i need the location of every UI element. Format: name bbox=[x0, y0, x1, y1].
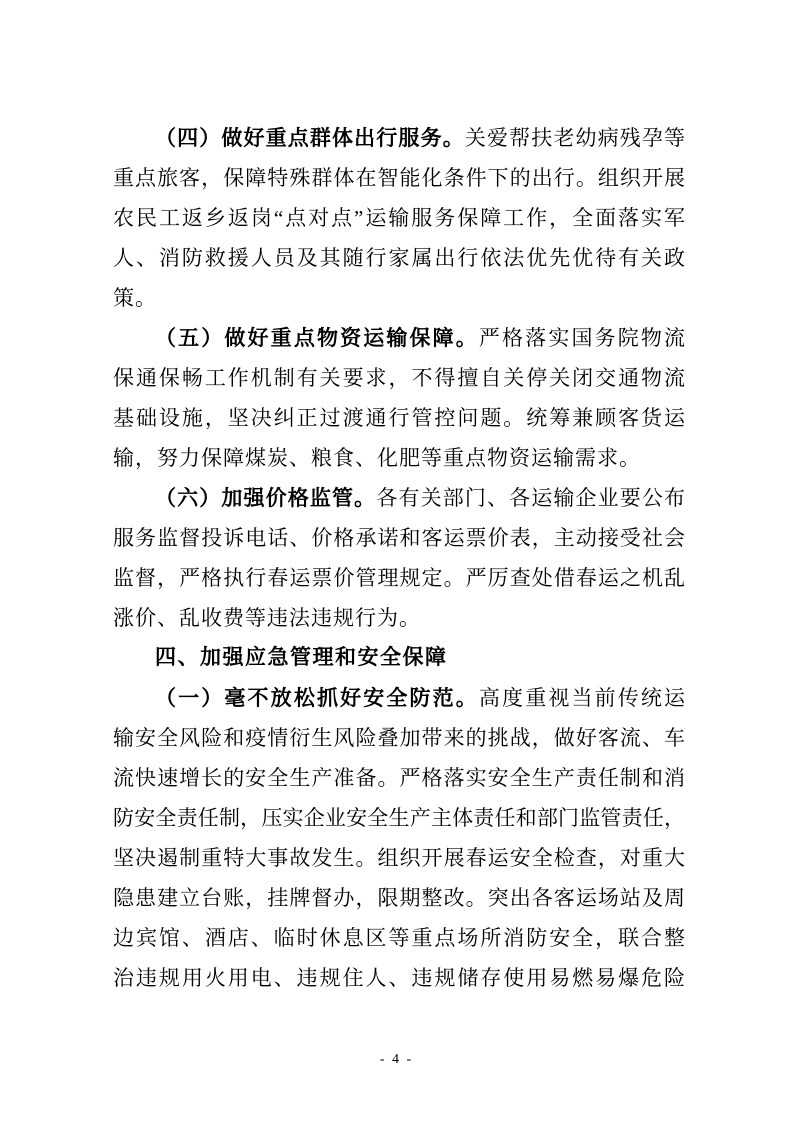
text-line bbox=[113, 518, 685, 558]
text-line bbox=[113, 918, 685, 958]
text-line bbox=[113, 878, 685, 918]
line-text: 基础设施，坚决纠正过渡通行管控问题。统筹兼顾客货运 bbox=[113, 406, 685, 430]
line-text: 监督，严格执行春运票价管理规定。严厉查处借春运之机乱 bbox=[113, 566, 685, 590]
line-text: 治违规用火用电、违规住人、违规储存使用易燃易爆危险 bbox=[113, 966, 685, 990]
paragraph-lead: （六）加强价格监管。 bbox=[155, 486, 377, 510]
line-text: 人、消防救援人员及其随行家属出行依法优先优待有关政 bbox=[113, 246, 685, 270]
text-line bbox=[113, 598, 685, 638]
text-line bbox=[113, 118, 685, 158]
line-text: 隐患建立台账，挂牌督办，限期整改。突出各客运场站及周 bbox=[113, 886, 685, 910]
text-line bbox=[113, 438, 685, 478]
text-line bbox=[113, 718, 685, 758]
line-text: 重点旅客，保障特殊群体在智能化条件下的出行。组织开展 bbox=[113, 166, 685, 190]
text-line bbox=[113, 958, 685, 998]
section-heading bbox=[113, 638, 685, 678]
line-text: 输安全风险和疫情衍生风险叠加带来的挑战，做好客流、车 bbox=[113, 726, 685, 750]
line-text: 服务监督投诉电话、价格承诺和客运票价表，主动接受社会 bbox=[113, 526, 685, 550]
text-line bbox=[113, 398, 685, 438]
text-line bbox=[113, 278, 685, 318]
line-text: 边宾馆、酒店、临时休息区等重点场所消防安全，联合整 bbox=[113, 926, 685, 950]
page-number: - 4 - bbox=[379, 1052, 414, 1067]
line-text: 严格落实国务院物流 bbox=[478, 326, 686, 350]
text-line bbox=[113, 318, 685, 358]
text-line bbox=[113, 558, 685, 598]
text-line bbox=[113, 758, 685, 798]
text-line bbox=[113, 478, 685, 518]
text-line bbox=[113, 798, 685, 838]
line-text: 坚决遏制重特大事故发生。组织开展春运安全检查，对重大 bbox=[113, 846, 685, 870]
text-line bbox=[113, 358, 685, 398]
text-line bbox=[113, 838, 685, 878]
text-line bbox=[113, 238, 685, 278]
text-line bbox=[113, 158, 685, 198]
line-text: 各有关部门、各运输企业要公布 bbox=[376, 486, 686, 510]
paragraph-lead: （五）做好重点物资运输保障。 bbox=[155, 326, 479, 350]
line-text: 关爱帮扶老幼病残孕等 bbox=[464, 126, 686, 150]
text-line bbox=[113, 198, 685, 238]
section-heading-text: 四、加强应急管理和安全保障 bbox=[155, 646, 448, 669]
line-text: 农民工返乡返岗“点对点”运输服务保障工作，全面落实军 bbox=[113, 206, 685, 230]
line-text: 防安全责任制，压实企业安全生产主体责任和部门监管责任， bbox=[113, 806, 685, 830]
line-text: 输，努力保障煤炭、粮食、化肥等重点物资运输需求。 bbox=[113, 446, 641, 470]
text-line bbox=[113, 678, 685, 718]
line-text: 策。 bbox=[113, 286, 157, 310]
line-text: 流快速增长的安全生产准备。严格落实安全生产责任制和消 bbox=[113, 766, 685, 790]
paragraph-lead: （一）毫不放松抓好安全防范。 bbox=[155, 686, 479, 710]
line-text: 保通保畅工作机制有关要求，不得擅自关停关闭交通物流 bbox=[113, 366, 685, 390]
line-text: 涨价、乱收费等违法违规行为。 bbox=[113, 606, 421, 630]
document-text bbox=[113, 118, 685, 998]
paragraph-lead: （四）做好重点群体出行服务。 bbox=[155, 126, 465, 150]
line-text: 高度重视当前传统运 bbox=[478, 686, 686, 710]
